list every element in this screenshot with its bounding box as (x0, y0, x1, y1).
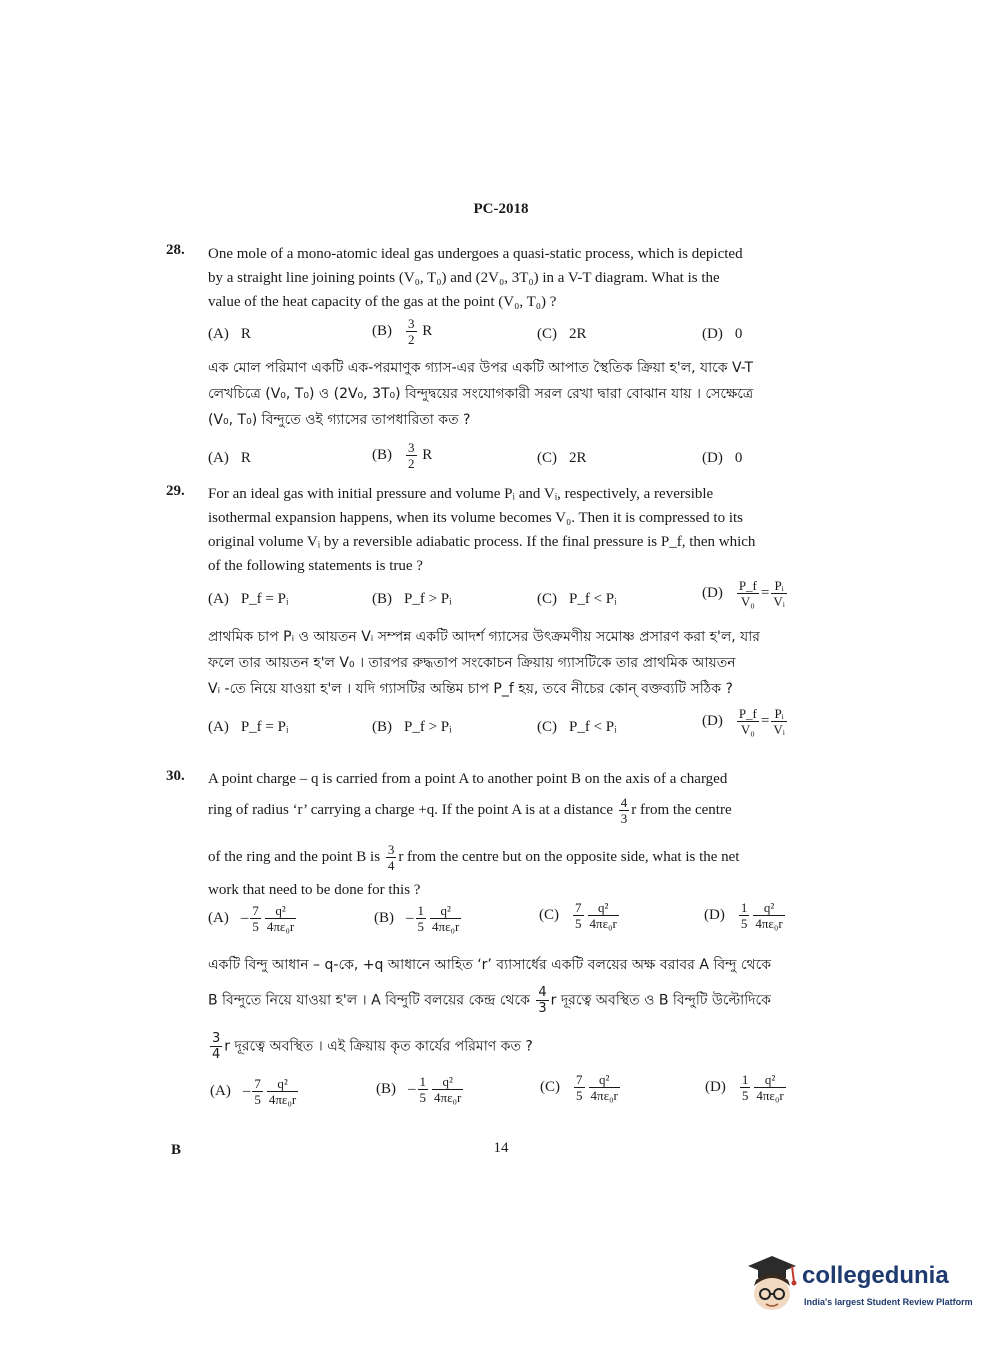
option-label: (C) (537, 326, 557, 342)
option-label: (A) (208, 909, 229, 926)
option-label: (B) (372, 446, 392, 463)
q28-en-line-3: value of the heat capacity of the gas at the point (V₀, T₀) ? (208, 294, 557, 310)
fraction (210, 1031, 222, 1062)
denominator: 3 (620, 811, 628, 826)
fraction (771, 578, 787, 609)
option-label: (A) (208, 326, 229, 342)
minus-sign: – (242, 1082, 251, 1099)
fraction (740, 1072, 751, 1103)
q30-bn-option-c (540, 1072, 622, 1103)
option-value: P_f < Pᵢ (569, 591, 617, 607)
q28-en-line-1: One mole of a mono-atomic ideal gas undergoes a quasi-static process, which is depicted (208, 246, 743, 262)
fraction (754, 1072, 785, 1103)
denominator: 2 (408, 456, 415, 471)
numerator: q² (753, 900, 784, 916)
denominator: 5 (740, 916, 748, 931)
text-segment: r দূরত্বে অবস্থিত । এই ক্রিয়ায় কৃত কার্যের পরিমাণ কত ? (224, 1038, 533, 1055)
question-29-bengali (208, 624, 834, 702)
denominator: Vᵢ (773, 594, 785, 609)
q29-bn-line-2: ফলে তার আয়তন হ'ল V₀ । তারপর রুদ্ধতাপ সংকোচন ক্রিয়ায় গ্যাসটিকে তার প্রাথমিক আয়তন (208, 655, 736, 671)
option-value: P_f < Pᵢ (569, 719, 617, 735)
q29-bn-option-b (372, 719, 452, 736)
q30-en-line-1: A point charge – q is carried from a point A to another point B on the axis of a charged (208, 771, 728, 787)
q29-en-line-2: isothermal expansion happens, when its volume becomes V₀. Then it is compressed to its (208, 510, 744, 526)
denominator: 4 (212, 1047, 221, 1062)
q30-option-d (704, 900, 787, 931)
fraction (589, 1072, 620, 1103)
minus-sign: – (406, 909, 414, 926)
option-label: (D) (702, 450, 723, 466)
q30-bn-line-2 (208, 985, 834, 1016)
q30-bn-option-d (705, 1072, 788, 1103)
fraction (737, 578, 759, 609)
option-value: 0 (734, 326, 743, 342)
option-label: (C) (537, 591, 557, 607)
fraction (573, 900, 584, 931)
denominator: 5 (254, 1092, 261, 1107)
fraction (771, 706, 787, 737)
numerator: 1 (417, 903, 424, 918)
denominator: 5 (419, 1090, 426, 1105)
fraction (753, 900, 784, 931)
text-segment: of the ring and the point B is (208, 848, 381, 865)
fraction (265, 903, 296, 934)
option-label: (C) (537, 450, 557, 466)
fraction (386, 842, 397, 873)
fraction (619, 795, 630, 826)
numerator: q² (265, 903, 296, 919)
q30-en-line-2 (208, 795, 834, 826)
option-label: (D) (702, 326, 723, 342)
option-label: (C) (539, 906, 559, 923)
denominator: 4πε₀r (755, 916, 783, 931)
option-label: (C) (537, 719, 557, 735)
numerator: q² (589, 1072, 620, 1088)
q29-bn-option-d (702, 706, 789, 737)
option-value: 0 (734, 450, 743, 466)
text-segment: B বিন্দুতে নিয়ে যাওয়া হ'ল । A বিন্দুটি বলয়ের কেন্দ্র থেকে (208, 992, 530, 1009)
fraction (737, 706, 759, 737)
q30-bn-option-b (376, 1074, 465, 1105)
denominator: 4πε₀r (266, 919, 295, 934)
denominator: 4πε₀r (434, 1090, 462, 1105)
numerator: 3 (387, 842, 395, 857)
denominator: 2 (408, 332, 415, 347)
numerator: 1 (419, 1074, 426, 1089)
fraction (267, 1076, 298, 1107)
series-code: B (171, 1142, 182, 1158)
fraction (416, 903, 427, 934)
q30-option-c (539, 900, 621, 931)
q30-bn-line-1: একটি বিন্দু আধান – q-কে, +q আধানে আহিত ‘r’ ব্যাসার্ধের একটি বলয়ের অক্ষ বরাবর A বিন্দু থেকে (208, 957, 772, 973)
question-30-number: 30. (166, 768, 185, 784)
option-value: 2R (569, 450, 587, 466)
q28-option-c (537, 326, 587, 343)
logo-tagline: India's largest Student Review Platform (804, 1297, 973, 1307)
q30-en-line-4: work that need to be done for this ? (208, 882, 421, 898)
denominator: V₀ (740, 722, 755, 737)
denominator: 4πε₀r (590, 1088, 618, 1103)
option-label: (D) (705, 1078, 726, 1095)
denominator: 4πε₀r (756, 1088, 784, 1103)
numerator: P_f (738, 706, 757, 721)
fraction (739, 900, 750, 931)
option-value: R (422, 446, 433, 463)
q28-bn-option-c (537, 450, 587, 467)
q29-option-d (702, 578, 789, 609)
denominator: V₀ (740, 594, 755, 609)
numerator: 3 (212, 1031, 221, 1046)
numerator: q² (754, 1072, 785, 1088)
option-value: R (240, 450, 251, 466)
text-segment: ring of radius ‘r’ carrying a charge +q. If the point A is at a distance (208, 801, 613, 818)
option-label: (B) (372, 591, 392, 607)
text-segment: r দূরত্বে অবস্থিত ও B বিন্দুটি উল্টোদিকে (550, 992, 771, 1009)
fraction (252, 1076, 263, 1107)
q29-bn-option-c (537, 719, 617, 736)
denominator: 4 (387, 858, 395, 873)
logo-wordmark: collegedunia (802, 1262, 949, 1289)
fraction (588, 900, 619, 931)
option-label: (A) (208, 591, 229, 607)
equals-sign: = (760, 712, 770, 729)
numerator: 4 (538, 985, 547, 1000)
text-segment: r from the centre (631, 801, 732, 818)
fraction (418, 1074, 429, 1105)
option-label: (D) (704, 906, 725, 923)
numerator: 1 (741, 1072, 749, 1087)
numerator: Pᵢ (771, 706, 787, 722)
option-label: (A) (210, 1082, 231, 1099)
option-label: (A) (208, 719, 229, 735)
option-label: (B) (376, 1080, 396, 1097)
option-label: (B) (372, 719, 392, 735)
collegedunia-mascot-icon (742, 1252, 802, 1314)
numerator: Pᵢ (771, 578, 787, 594)
question-28-number: 28. (166, 242, 185, 258)
q30-option-b (374, 903, 463, 934)
numerator: 3 (408, 316, 415, 331)
denominator: 4πε₀r (589, 916, 617, 931)
q29-en-line-3: original volume Vᵢ by a reversible adiabatic process. If the final pressure is P_f, then which (208, 534, 756, 550)
q29-option-b (372, 591, 452, 608)
q28-bn-option-a (208, 450, 251, 467)
q30-bn-option-a (210, 1076, 300, 1107)
option-label: (B) (372, 322, 392, 339)
text-segment: r from the centre but on the opposite side, what is the net (398, 848, 740, 865)
q28-bn-line-3: (V₀, T₀) বিন্দুতে ওই গ্যাসের তাপধারিতা কত ? (208, 412, 471, 428)
minus-sign: – (408, 1080, 416, 1097)
denominator: 5 (252, 919, 259, 934)
equals-sign: = (760, 584, 770, 601)
fraction (432, 1074, 463, 1105)
denominator: 4πε₀r (432, 919, 460, 934)
option-value: R (422, 322, 433, 339)
q28-option-d (702, 326, 742, 343)
q29-en-line-1: For an ideal gas with initial pressure and volume Pᵢ and Vᵢ, respectively, a reversible (208, 486, 714, 502)
option-value: P_f > Pᵢ (404, 591, 452, 607)
q28-bn-option-b (372, 440, 432, 471)
option-label: (A) (208, 450, 229, 466)
numerator: P_f (738, 578, 757, 593)
question-28-bengali (208, 355, 834, 433)
q30-bn-line-3 (208, 1031, 834, 1062)
q28-en-line-2: by a straight line joining points (V₀, T₀) and (2V₀, 3T₀) in a V-T diagram. What is the (208, 270, 720, 286)
q29-option-a (208, 591, 288, 608)
q28-bn-line-1: এক মোল পরিমাণ একটি এক-পরমাণুক গ্যাস-এর উপর একটি আপাত স্থৈতিক ক্রিয়া হ'ল, যাকে V-T (208, 360, 754, 376)
q28-bn-option-d (702, 450, 742, 467)
q29-bn-line-3: Vᵢ -তে নিয়ে যাওয়া হ'ল । যদি গ্যাসটির অন্তিম চাপ P_f হয়, তবে নীচের কোন্ বক্তব্যটি সঠিক ? (208, 681, 733, 697)
fraction (536, 985, 548, 1016)
denominator: Vᵢ (773, 722, 785, 737)
denominator: 5 (417, 919, 424, 934)
option-value: P_f > Pᵢ (404, 719, 452, 735)
option-label: (D) (702, 712, 723, 729)
denominator: 3 (538, 1001, 547, 1016)
q29-option-c (537, 591, 617, 608)
fraction (430, 903, 461, 934)
numerator: q² (432, 1074, 463, 1090)
fraction (406, 440, 417, 471)
numerator: 4 (620, 795, 628, 810)
q28-option-a (208, 326, 251, 343)
q28-option-b (372, 316, 432, 347)
q29-bn-option-a (208, 719, 288, 736)
fraction (250, 903, 261, 934)
numerator: 1 (740, 900, 748, 915)
q28-bn-line-2: লেখচিত্রে (V₀, T₀) ও (2V₀, 3T₀) বিন্দুদ্বয়ের সংযোগকারী সরল রেখা দ্বারা বোঝান যায় । সেক্ষেত্রে (208, 386, 754, 402)
question-28-english (208, 242, 834, 314)
q29-en-line-4: of the following statements is true ? (208, 558, 423, 574)
option-label: (D) (702, 584, 723, 601)
minus-sign: – (240, 909, 249, 926)
numerator: 7 (575, 900, 582, 915)
option-value: 2R (569, 326, 587, 342)
question-29-english (208, 482, 834, 578)
fraction (574, 1072, 585, 1103)
q30-option-a (208, 903, 298, 934)
question-29-number: 29. (166, 483, 185, 499)
option-value: P_f = Pᵢ (240, 591, 289, 607)
q29-bn-line-1: প্রাথমিক চাপ Pᵢ ও আয়তন Vᵢ সম্পন্ন একটি আদর্শ গ্যাসের উৎক্রমণীয় সমোষ্ণ প্রসারণ করা হ'ল, যার (208, 629, 761, 645)
denominator: 5 (576, 1088, 583, 1103)
page-header: PC-2018 (473, 201, 529, 217)
denominator: 5 (575, 916, 582, 931)
numerator: 7 (576, 1072, 583, 1087)
numerator: 7 (254, 1076, 261, 1091)
option-label: (C) (540, 1078, 560, 1095)
numerator: q² (588, 900, 619, 916)
numerator: 7 (252, 903, 259, 918)
numerator: 3 (408, 440, 415, 455)
page-number: 14 (493, 1140, 509, 1156)
q30-en-line-3 (208, 842, 834, 873)
numerator: q² (267, 1076, 298, 1092)
option-value: R (240, 326, 251, 342)
fraction (406, 316, 417, 347)
numerator: q² (430, 903, 461, 919)
denominator: 4πε₀r (268, 1092, 297, 1107)
option-value: P_f = Pᵢ (240, 719, 289, 735)
option-label: (B) (374, 909, 394, 926)
denominator: 5 (741, 1088, 749, 1103)
